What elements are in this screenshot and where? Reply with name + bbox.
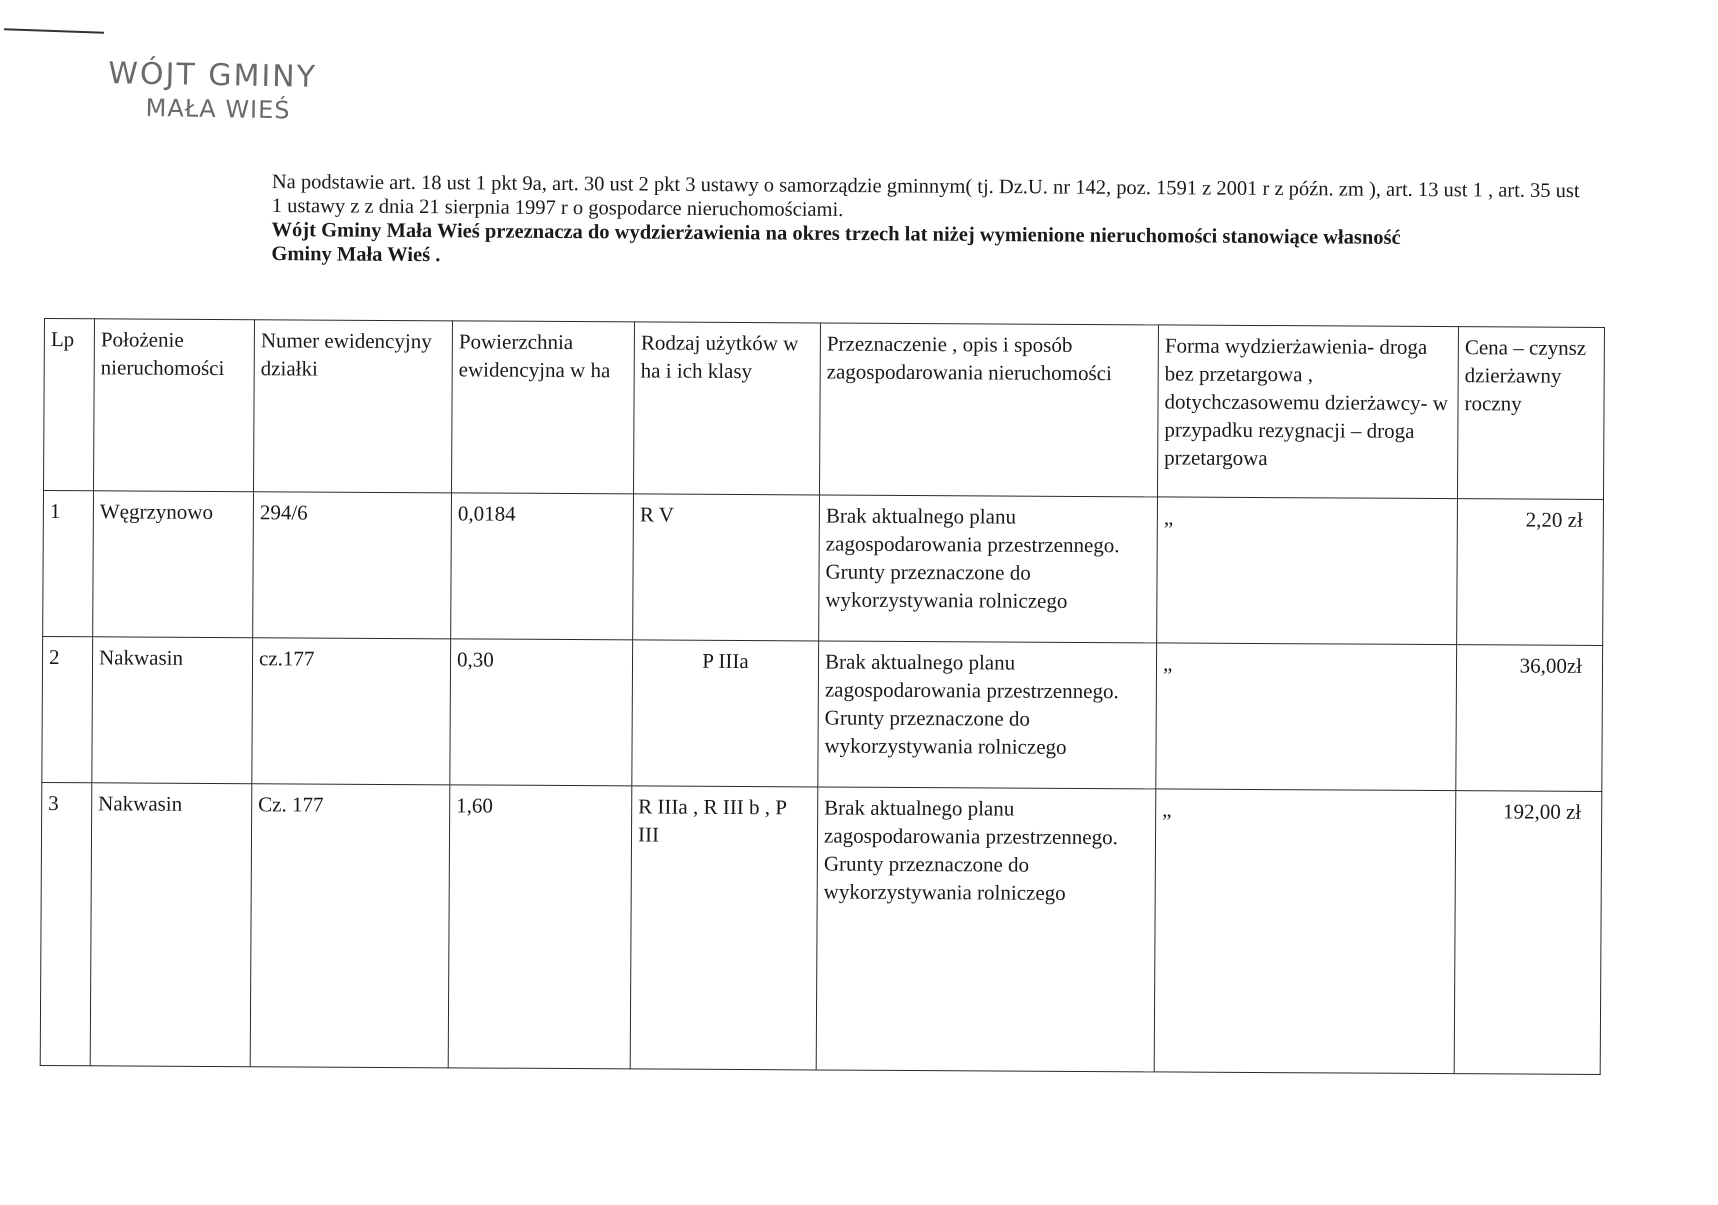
office-stamp: [107, 56, 317, 125]
cell-lp: 1: [43, 491, 94, 637]
table-header-row: [44, 319, 1605, 500]
cell-price: 192,00 zł: [1454, 791, 1602, 1075]
announcement-text: Wójt Gminy Mała Wieś przeznacza do wydzierżawienia na okres trzech lat niżej wymienione nieruchomości stanowiące własność Gminy Mała Wieś .: [271, 218, 1401, 267]
cell-area: 1,60: [448, 785, 632, 1069]
lease-table: [40, 318, 1605, 1075]
cell-purpose: Brak aktualnego planu zagospodarowania przestrzennego. Grunty przeznaczone do wykorzystywania rolniczego: [818, 641, 1157, 789]
table-row: [42, 636, 1603, 791]
cell-land-type: P IIIa: [632, 640, 819, 787]
cell-area: 0,0184: [451, 493, 634, 640]
cell-price: 36,00zł: [1456, 645, 1603, 792]
cell-parcel: Cz. 177: [250, 784, 450, 1068]
lease-table-wrapper: [40, 318, 1604, 1075]
cell-location: Nakwasin: [90, 783, 252, 1067]
cell-lp: 3: [40, 782, 92, 1065]
cell-lp: 2: [42, 636, 93, 782]
table-row: [40, 782, 1602, 1074]
cell-form: „: [1157, 497, 1458, 645]
cell-location: Węgrzynowo: [93, 491, 254, 638]
cell-location: Nakwasin: [92, 637, 253, 784]
table-row: [43, 491, 1604, 646]
header-form: Forma wydzierżawienia- droga bez przetargowa , dotychczasowemu dzierżawcy- w przypadku rezygnacji – droga przetargowa: [1157, 325, 1458, 499]
header-land-type: Rodzaj użytków w ha i ich klasy: [633, 322, 820, 495]
stamp-line-1: WÓJT GMINY: [107, 56, 318, 95]
cell-area: 0,30: [450, 639, 633, 786]
header-parcel: Numer ewidencyjny działki: [254, 320, 453, 493]
cell-land-type: R IIIa , R III b , P III: [630, 786, 818, 1070]
cell-purpose: Brak aktualnego planu zagospodarowania przestrzennego. Grunty przeznaczone do wykorzystywania rolniczego: [816, 787, 1156, 1072]
legal-basis-text: Na podstawie art. 18 ust 1 pkt 9a, art. 30 ust 2 pkt 3 ustawy o samorządzie gminnym( tj. Dz.U. nr 142, poz. 1591 z 2001 r z późn. zm ), art. 13 ust 1 , art. 35 ust 1 ustawy z z dnia 21 sierpnia 1997 r o gospodarce nieruchomościami.: [271, 170, 1580, 221]
header-lp: Lp: [44, 319, 95, 491]
header-location: Położenie nieruchomości: [94, 319, 255, 492]
corner-pen-mark: [4, 28, 104, 33]
cell-form: „: [1156, 643, 1457, 791]
intro-block: [271, 170, 1592, 275]
header-price: Cena – czynsz dzierżawny roczny: [1457, 327, 1604, 500]
header-area: Powierzchnia ewidencyjna w ha: [451, 321, 634, 494]
stamp-line-2: MAŁA WIEŚ: [145, 93, 291, 125]
cell-parcel: cz.177: [252, 638, 451, 785]
cell-parcel: 294/6: [253, 492, 452, 639]
header-purpose: Przeznaczenie , opis i sposób zagospodarowania nieruchomości: [819, 323, 1158, 497]
cell-land-type: R V: [633, 494, 820, 641]
cell-form: „: [1154, 789, 1456, 1074]
cell-purpose: Brak aktualnego planu zagospodarowania przestrzennego. Grunty przeznaczone do wykorzystywania rolniczego: [819, 495, 1158, 643]
cell-price: 2,20 zł: [1457, 499, 1604, 646]
